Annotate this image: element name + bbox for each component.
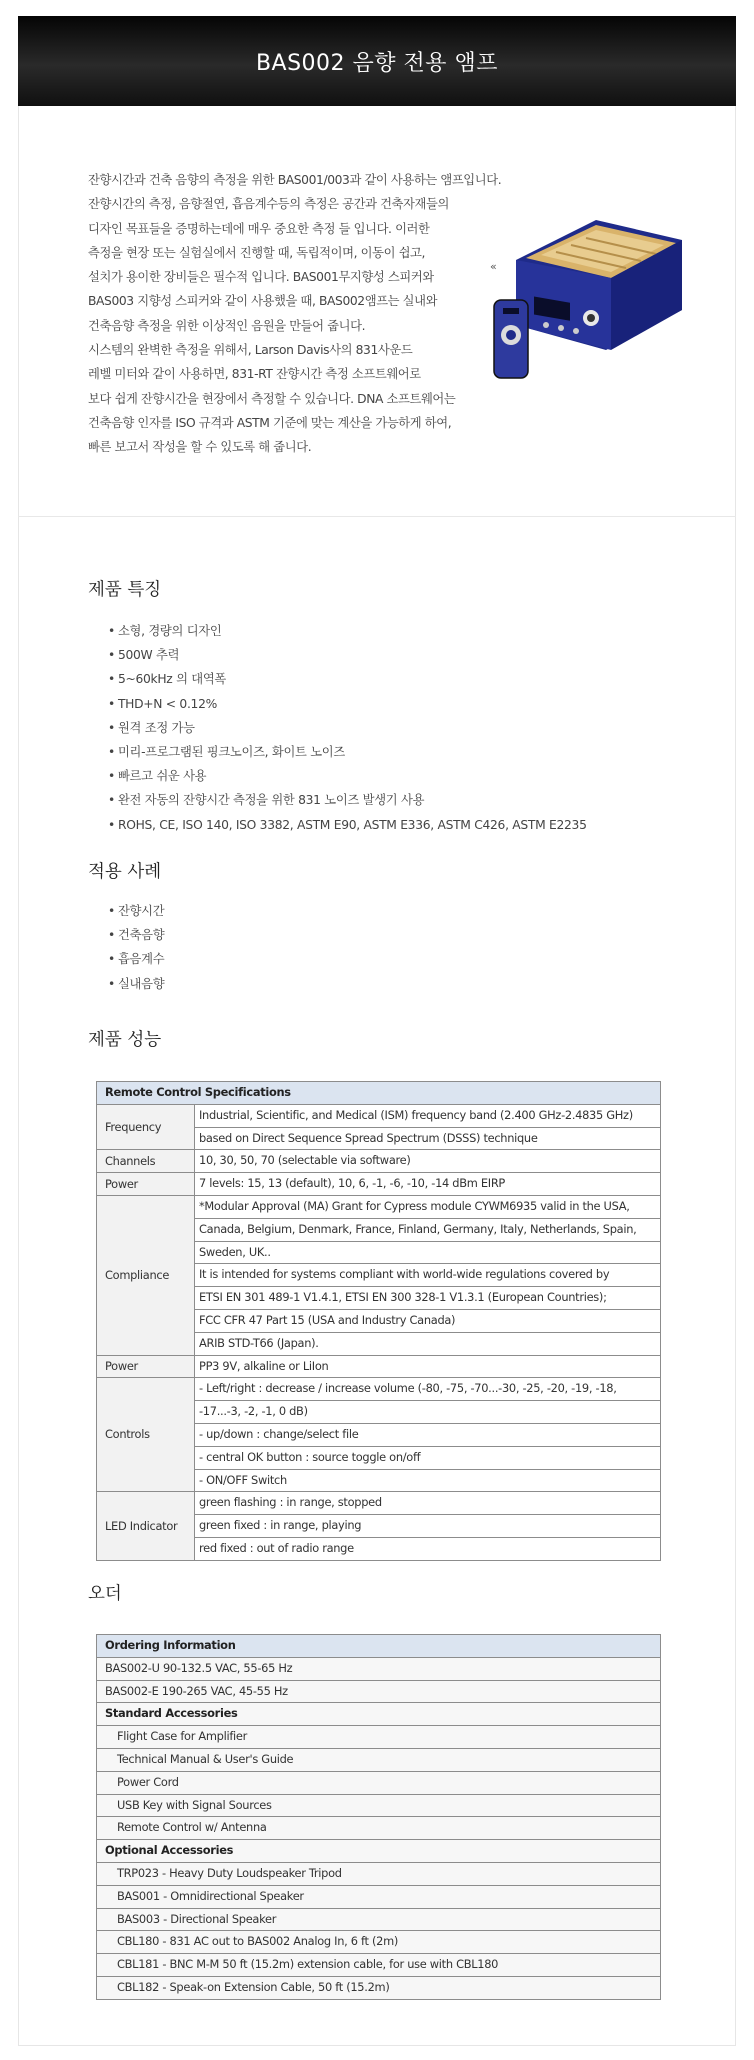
amplifier-with-remote-image xyxy=(486,200,686,405)
row-value: *Modular Approval (MA) Grant for Cypress module CYWM6935 valid in the USA, xyxy=(195,1195,661,1218)
intro-line: 레벨 미터와 같이 사용하면, 831-RT 잔향시간 측정 소프트웨어로 xyxy=(88,367,421,382)
table-row xyxy=(97,1150,661,1173)
arrow-icon: « xyxy=(490,260,497,273)
intro-line: 디자인 목표들을 증명하는데에 매우 중요한 측정 들 입니다. 이러한 xyxy=(88,221,430,236)
list-item: • 완전 자동의 잔향시간 측정을 위한 831 노이즈 발생기 사용 xyxy=(108,788,587,812)
row-value: 10, 30, 50, 70 (selectable via software) xyxy=(195,1150,661,1173)
table-header: Remote Control Specifications xyxy=(97,1082,661,1105)
table-row xyxy=(97,1355,661,1378)
intro-line: 보다 쉽게 잔향시간을 현장에서 측정할 수 있습니다. DNA 소프트웨어는 xyxy=(88,391,456,406)
table-row xyxy=(97,1195,661,1218)
accessory-item: Power Cord xyxy=(97,1771,661,1794)
accessory-item: CBL180 - 831 AC out to BAS002 Analog In, 6 ft (2m) xyxy=(97,1931,661,1954)
list-item: • 빠르고 쉬운 사용 xyxy=(108,764,587,788)
intro-line: 시스템의 완벽한 측정을 위해서, Larson Davis사의 831사운드 xyxy=(88,343,413,358)
list-item: • 건축음향 xyxy=(108,923,164,947)
row-value: ETSI EN 301 489-1 V1.4.1, ETSI EN 300 328-1 V1.3.1 (European Countries); xyxy=(195,1287,661,1310)
row-value: - Left/right : decrease / increase volume (-80, -75, -70...-30, -25, -20, -19, -18, xyxy=(195,1378,661,1401)
table-row xyxy=(97,1703,661,1726)
ordering-table xyxy=(96,1634,661,2000)
table-row xyxy=(97,1840,661,1863)
row-value: red fixed : out of radio range xyxy=(195,1537,661,1560)
intro-line: 측정을 현장 또는 실험실에서 진행할 때, 독립적이며, 이동이 쉽고, xyxy=(88,245,426,260)
order-model: BAS002-E 190-265 VAC, 45-55 Hz xyxy=(97,1680,661,1703)
section-divider xyxy=(18,516,736,517)
table-row xyxy=(97,1726,661,1749)
row-value: - central OK button : source toggle on/off xyxy=(195,1446,661,1469)
page-header xyxy=(18,16,736,106)
intro-line: 잔향시간과 건축 음향의 측정을 위한 BAS001/003과 같이 사용하는 앰프입니다. xyxy=(88,173,502,187)
row-value: Industrial, Scientific, and Medical (ISM) frequency band (2.400 GHz-2.4835 GHz) xyxy=(195,1104,661,1127)
table-row xyxy=(97,1492,661,1515)
page-title: BAS002 음향 전용 앰프 xyxy=(255,51,499,76)
intro-line: 건축음향 인자를 ISO 규격과 ASTM 기준에 맞는 계산을 가능하게 하여, xyxy=(88,415,452,430)
specifications-table xyxy=(96,1081,661,1561)
list-item: • 잔향시간 xyxy=(108,899,164,923)
table-row xyxy=(97,1104,661,1127)
table-row xyxy=(97,1862,661,1885)
performance-title: 제품 성능 xyxy=(88,1030,162,1050)
row-value: ARIB STD-T66 (Japan). xyxy=(195,1332,661,1355)
intro-line: 건축음향 측정을 위한 이상적인 음원을 만들어 줍니다. xyxy=(88,318,366,333)
intro-text xyxy=(88,168,548,460)
accessory-item: CBL181 - BNC M-M 50 ft (15.2m) extension cable, for use with CBL180 xyxy=(97,1954,661,1977)
row-value: 7 levels: 15, 13 (default), 10, 6, -1, -6, -10, -14 dBm EIRP xyxy=(195,1173,661,1196)
row-label: Channels xyxy=(97,1150,195,1173)
list-item: • 흡음계수 xyxy=(108,947,164,971)
table-row xyxy=(97,1378,661,1401)
order-model: BAS002-U 90-132.5 VAC, 55-65 Hz xyxy=(97,1657,661,1680)
row-value: It is intended for systems compliant with world-wide regulations covered by xyxy=(195,1264,661,1287)
row-value: - ON/OFF Switch xyxy=(195,1469,661,1492)
accessory-item: Technical Manual & User's Guide xyxy=(97,1748,661,1771)
row-value: PP3 9V, alkaline or LiIon xyxy=(195,1355,661,1378)
row-value: green fixed : in range, playing xyxy=(195,1515,661,1538)
table-row xyxy=(97,1794,661,1817)
applications-list xyxy=(108,899,164,996)
features-list xyxy=(108,619,587,837)
accessory-item: Flight Case for Amplifier xyxy=(97,1726,661,1749)
list-item: • 실내음향 xyxy=(108,972,164,996)
row-value: FCC CFR 47 Part 15 (USA and Industry Canada) xyxy=(195,1309,661,1332)
row-label: LED Indicator xyxy=(97,1492,195,1560)
accessory-item: BAS001 - Omnidirectional Speaker xyxy=(97,1885,661,1908)
list-item: • THD+N < 0.12% xyxy=(108,692,587,716)
row-label: Compliance xyxy=(97,1195,195,1355)
accessory-item: Remote Control w/ Antenna xyxy=(97,1817,661,1840)
table-row xyxy=(97,1771,661,1794)
table-row xyxy=(97,1748,661,1771)
intro-line: 잔향시간의 측정, 음향절연, 흡음계수등의 측정은 공간과 건축자재들의 xyxy=(88,197,449,212)
table-row xyxy=(97,1657,661,1680)
row-label: Controls xyxy=(97,1378,195,1492)
list-item: • 500W 추력 xyxy=(108,643,587,667)
accessory-item: TRP023 - Heavy Duty Loudspeaker Tripod xyxy=(97,1862,661,1885)
optional-accessories-heading: Optional Accessories xyxy=(97,1840,661,1863)
standard-accessories-heading: Standard Accessories xyxy=(97,1703,661,1726)
row-label: Frequency xyxy=(97,1104,195,1150)
applications-title: 적용 사례 xyxy=(88,862,162,882)
table-header: Ordering Information xyxy=(97,1635,661,1658)
table-row xyxy=(97,1173,661,1196)
accessory-item: USB Key with Signal Sources xyxy=(97,1794,661,1817)
row-value: -17...-3, -2, -1, 0 dB) xyxy=(195,1401,661,1424)
intro-line: BAS003 지향성 스피커와 같이 사용했을 때, BAS002앰프는 실내와 xyxy=(88,294,438,309)
row-value: Canada, Belgium, Denmark, France, Finland, Germany, Italy, Netherlands, Spain, xyxy=(195,1218,661,1241)
row-label: Power xyxy=(97,1355,195,1378)
table-row xyxy=(97,1976,661,1999)
row-value: based on Direct Sequence Spread Spectrum (DSSS) technique xyxy=(195,1127,661,1150)
table-row xyxy=(97,1680,661,1703)
intro-line: 설치가 용이한 장비들은 필수적 입니다. BAS001무지향성 스피커와 xyxy=(88,270,434,285)
row-value: Sweden, UK.. xyxy=(195,1241,661,1264)
table-row xyxy=(97,1908,661,1931)
accessory-item: CBL182 - Speak-on Extension Cable, 50 ft (15.2m) xyxy=(97,1976,661,1999)
list-item: • 원격 조정 가능 xyxy=(108,716,587,740)
table-row xyxy=(97,1931,661,1954)
table-row xyxy=(97,1817,661,1840)
list-item: • 미리-프로그램된 핑크노이즈, 화이트 노이즈 xyxy=(108,740,587,764)
accessory-item: BAS003 - Directional Speaker xyxy=(97,1908,661,1931)
row-label: Power xyxy=(97,1173,195,1196)
list-item: • 5~60kHz 의 대역폭 xyxy=(108,667,587,691)
list-item: • ROHS, CE, ISO 140, ISO 3382, ASTM E90, ASTM E336, ASTM C426, ASTM E2235 xyxy=(108,813,587,837)
order-title: 오더 xyxy=(88,1584,122,1604)
list-item: • 소형, 경량의 디자인 xyxy=(108,619,587,643)
row-value: - up/down : change/select file xyxy=(195,1423,661,1446)
intro-line: 빠른 보고서 작성을 할 수 있도록 해 줍니다. xyxy=(88,440,312,455)
features-title: 제품 특징 xyxy=(88,580,162,600)
row-value: green flashing : in range, stopped xyxy=(195,1492,661,1515)
table-row xyxy=(97,1954,661,1977)
table-row xyxy=(97,1885,661,1908)
